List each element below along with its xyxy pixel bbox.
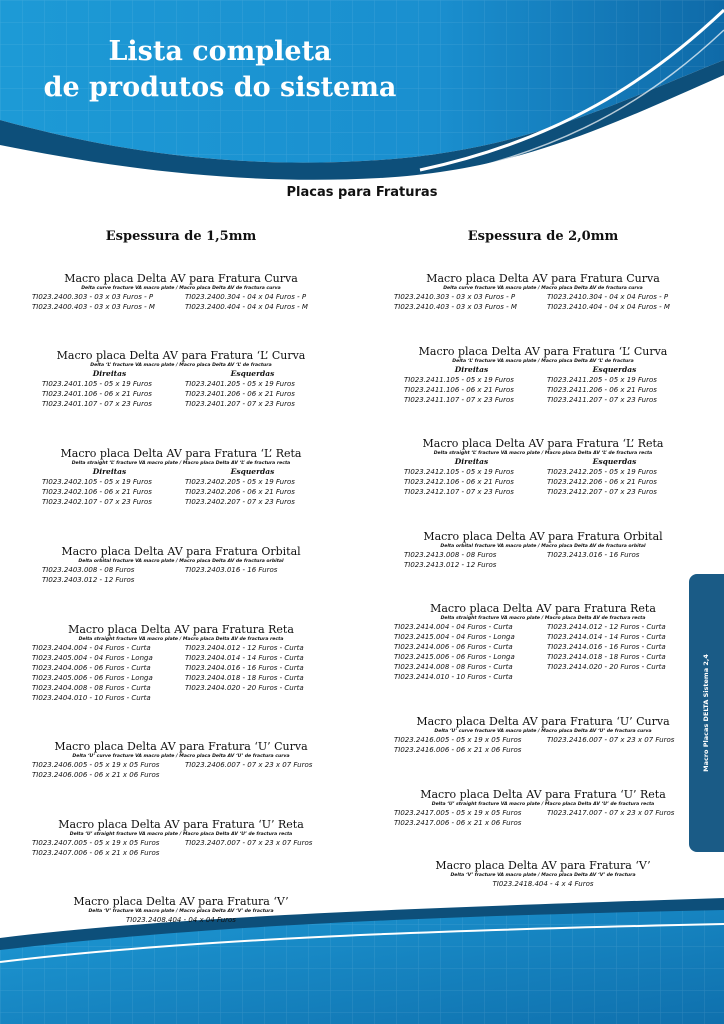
product-code: TI023.2411.206 - 06 x 21 Furos bbox=[547, 386, 657, 394]
column-label-direitas: Direitas bbox=[92, 467, 127, 476]
left-product-block-v bbox=[0, 895, 362, 925]
product-title: Macro placa Delta AV para Fratura Reta bbox=[430, 602, 656, 615]
product-code: TI023.2412.207 - 07 x 23 Furos bbox=[547, 488, 657, 496]
product-code: TI023.2403.012 - 12 Furos bbox=[42, 576, 135, 584]
product-code: TI023.2412.206 - 06 x 21 Furos bbox=[547, 478, 657, 486]
product-code: TI023.2403.008 - 08 Furos bbox=[42, 566, 135, 574]
product-code: TI023.2401.105 - 05 x 19 Furos bbox=[42, 380, 152, 388]
page-title-line2: de produtos do sistema bbox=[43, 72, 397, 103]
right-product-block-reta bbox=[362, 602, 724, 682]
product-title: Macro placa Delta AV para Fratura ‘U’ Curva bbox=[54, 740, 308, 753]
product-code: TI023.2404.020 - 20 Furos - Curta bbox=[185, 684, 304, 692]
product-code: TI023.2400.403 - 03 x 03 Furos - M bbox=[32, 303, 155, 311]
product-code: TI023.2414.004 - 04 Furos - Curta bbox=[394, 623, 513, 631]
column-label-esquerdas: Esquerdas bbox=[592, 457, 637, 466]
column-label-esquerdas: Esquerdas bbox=[230, 369, 275, 378]
product-code: TI023.2414.020 - 20 Furos - Curta bbox=[547, 663, 666, 671]
side-section-tab-label: Macro Placas DELTA Sistema 2,4 bbox=[702, 654, 710, 772]
product-subtitle: Delta ‘V’ fracture VA macro plate / Macro placa Delta AV ‘V’ de fractura bbox=[450, 873, 636, 878]
product-code: TI023.2403.016 - 16 Furos bbox=[185, 566, 278, 574]
product-title: Macro placa Delta AV para Fratura ‘L’ Reta bbox=[60, 447, 302, 460]
product-code: TI023.2405.006 - 06 Furos - Longa bbox=[32, 674, 153, 682]
product-subtitle: Delta ‘L’ fracture VA macro plate / Macro placa Delta AV ‘L’ de fractura bbox=[90, 363, 272, 368]
product-code: TI023.2418.404 - 4 x 4 Furos bbox=[492, 880, 594, 888]
section-title: Placas para Fraturas bbox=[286, 185, 438, 200]
product-code: TI023.2404.018 - 18 Furos - Curta bbox=[185, 674, 304, 682]
product-code: TI023.2406.007 - 07 x 23 x 07 Furos bbox=[185, 761, 313, 769]
left-product-block-u-curva bbox=[0, 740, 362, 780]
product-title: Macro placa Delta AV para Fratura Orbital bbox=[423, 530, 663, 543]
left-product-block-l-reta bbox=[0, 447, 362, 507]
product-subtitle: Delta orbital fracture VA macro plate / Macro placa Delta AV de fractura orbital bbox=[78, 559, 284, 564]
product-subtitle: Delta curve fracture VA macro plate / Macro placa Delta AV de fractura curva bbox=[81, 286, 281, 291]
product-code: TI023.2402.207 - 07 x 23 Furos bbox=[185, 498, 295, 506]
left-product-block-l-curva bbox=[0, 349, 362, 409]
product-code: TI023.2414.008 - 08 Furos - Curta bbox=[394, 663, 513, 671]
product-subtitle: Delta curve fracture VA macro plate / Macro placa Delta AV de fractura curva bbox=[443, 286, 643, 291]
product-code: TI023.2415.006 - 06 Furos - Longa bbox=[394, 653, 515, 661]
product-code: TI023.2413.008 - 08 Furos bbox=[404, 551, 497, 559]
product-code: TI023.2412.106 - 06 x 21 Furos bbox=[404, 478, 514, 486]
product-code: TI023.2408.404 - 04 x 04 Furos bbox=[126, 916, 236, 924]
product-code: TI023.2411.205 - 05 x 19 Furos bbox=[547, 376, 657, 384]
left-product-block-reta bbox=[0, 623, 362, 703]
left-product-block-curva bbox=[0, 272, 362, 312]
product-code: TI023.2405.004 - 04 Furos - Longa bbox=[32, 654, 153, 662]
product-code: TI023.2411.105 - 05 x 19 Furos bbox=[404, 376, 514, 384]
column-label-direitas: Direitas bbox=[454, 457, 489, 466]
product-title: Macro placa Delta AV para Fratura ‘U’ Reta bbox=[58, 818, 304, 831]
product-code: TI023.2416.006 - 06 x 21 x 06 Furos bbox=[394, 746, 522, 754]
product-code: TI023.2415.004 - 04 Furos - Longa bbox=[394, 633, 515, 641]
product-subtitle: Delta ‘V’ fracture VA macro plate / Macro placa Delta AV ‘V’ de fractura bbox=[88, 909, 274, 914]
product-code: TI023.2411.107 - 07 x 23 Furos bbox=[404, 396, 514, 404]
product-code: TI023.2411.106 - 06 x 21 Furos bbox=[404, 386, 514, 394]
product-code: TI023.2401.205 - 05 x 19 Furos bbox=[185, 380, 295, 388]
product-code: TI023.2414.006 - 06 Furos - Curta bbox=[394, 643, 513, 651]
product-code: TI023.2417.005 - 05 x 19 x 05 Furos bbox=[394, 809, 522, 817]
product-code: TI023.2402.107 - 07 x 23 Furos bbox=[42, 498, 152, 506]
product-code: TI023.2410.404 - 04 x 04 Furos - M bbox=[547, 303, 670, 311]
product-code: TI023.2402.106 - 06 x 21 Furos bbox=[42, 488, 152, 496]
product-code: TI023.2404.010 - 10 Furos - Curta bbox=[32, 694, 151, 702]
column-label-direitas: Direitas bbox=[92, 369, 127, 378]
product-subtitle: Delta ‘U’ straight fracture VA macro plate / Macro placa Delta AV ‘U’ de fractura recta bbox=[431, 802, 655, 807]
column-label-esquerdas: Esquerdas bbox=[592, 365, 637, 374]
product-code: TI023.2414.010 - 10 Furos - Curta bbox=[394, 673, 513, 681]
product-code: TI023.2402.206 - 06 x 21 Furos bbox=[185, 488, 295, 496]
product-title: Macro placa Delta AV para Fratura Curva bbox=[64, 272, 298, 285]
product-code: TI023.2406.006 - 06 x 21 x 06 Furos bbox=[32, 771, 160, 779]
product-code: TI023.2413.016 - 16 Furos bbox=[547, 551, 640, 559]
right-product-block-l-reta bbox=[362, 437, 724, 497]
product-code: TI023.2417.007 - 07 x 23 x 07 Furos bbox=[547, 809, 675, 817]
product-title: Macro placa Delta AV para Fratura ‘U’ Reta bbox=[420, 788, 666, 801]
right-product-block-l-curva bbox=[362, 345, 724, 405]
product-code: TI023.2410.304 - 04 x 04 Furos - P bbox=[547, 293, 669, 301]
product-code: TI023.2404.016 - 16 Furos - Curta bbox=[185, 664, 304, 672]
product-code: TI023.2401.206 - 06 x 21 Furos bbox=[185, 390, 295, 398]
right-product-block-v bbox=[362, 859, 724, 889]
left-product-block-orbital bbox=[0, 545, 362, 585]
product-subtitle: Delta straight fracture VA macro plate / Macro placa Delta AV de fractura recta bbox=[440, 616, 646, 621]
product-code: TI023.2416.007 - 07 x 23 x 07 Furos bbox=[547, 736, 675, 744]
product-code: TI023.2400.303 - 03 x 03 Furos - P bbox=[32, 293, 154, 301]
product-code: TI023.2402.205 - 05 x 19 Furos bbox=[185, 478, 295, 486]
product-title: Macro placa Delta AV para Fratura Reta bbox=[68, 623, 294, 636]
product-code: TI023.2414.018 - 18 Furos - Curta bbox=[547, 653, 666, 661]
product-subtitle: Delta straight fracture VA macro plate / Macro placa Delta AV de fractura recta bbox=[78, 637, 284, 642]
product-code: TI023.2400.304 - 04 x 04 Furos - P bbox=[185, 293, 307, 301]
column-label-direitas: Direitas bbox=[454, 365, 489, 374]
product-code: TI023.2404.004 - 04 Furos - Curta bbox=[32, 644, 151, 652]
product-code: TI023.2410.303 - 03 x 03 Furos - P bbox=[394, 293, 516, 301]
product-code: TI023.2404.006 - 06 Furos - Curta bbox=[32, 664, 151, 672]
page-title-line1: Lista completa bbox=[108, 36, 332, 67]
product-code: TI023.2401.107 - 07 x 23 Furos bbox=[42, 400, 152, 408]
product-code: TI023.2402.105 - 05 x 19 Furos bbox=[42, 478, 152, 486]
product-code: TI023.2414.014 - 14 Furos - Curta bbox=[547, 633, 666, 641]
product-code: TI023.2412.205 - 05 x 19 Furos bbox=[547, 468, 657, 476]
product-title: Macro placa Delta AV para Fratura ‘V’ bbox=[435, 859, 651, 872]
product-subtitle: Delta ‘U’ curve fracture VA macro plate / Macro placa Delta AV ‘U’ de fractura curva bbox=[434, 729, 652, 734]
product-code: TI023.2414.012 - 12 Furos - Curta bbox=[547, 623, 666, 631]
product-subtitle: Delta orbital fracture VA macro plate / Macro placa Delta AV de fractura orbital bbox=[440, 544, 646, 549]
product-code: TI023.2410.403 - 03 x 03 Furos - M bbox=[394, 303, 517, 311]
product-subtitle: Delta straight ‘L’ fracture VA macro plate / Macro placa Delta AV ‘L’ de fractura recta bbox=[433, 451, 653, 456]
left-column-heading: Espessura de 1,5mm bbox=[105, 229, 257, 244]
right-product-block-curva bbox=[362, 272, 724, 312]
product-code: TI023.2401.207 - 07 x 23 Furos bbox=[185, 400, 295, 408]
product-subtitle: Delta ‘U’ curve fracture VA macro plate / Macro placa Delta AV ‘U’ de fractura curva bbox=[72, 754, 290, 759]
product-code: TI023.2404.008 - 08 Furos - Curta bbox=[32, 684, 151, 692]
product-title: Macro placa Delta AV para Fratura ‘V’ bbox=[73, 895, 289, 908]
product-code: TI023.2413.012 - 12 Furos bbox=[404, 561, 497, 569]
product-title: Macro placa Delta AV para Fratura ‘L’ Reta bbox=[422, 437, 664, 450]
product-code: TI023.2407.006 - 06 x 21 x 06 Furos bbox=[32, 849, 160, 857]
product-subtitle: Delta ‘U’ straight fracture VA macro plate / Macro placa Delta AV ‘U’ de fractura recta bbox=[69, 832, 293, 837]
product-code: TI023.2412.105 - 05 x 19 Furos bbox=[404, 468, 514, 476]
left-product-block-u-reta bbox=[0, 818, 362, 858]
product-subtitle: Delta straight ‘L’ fracture VA macro plate / Macro placa Delta AV ‘L’ de fractura recta bbox=[71, 461, 291, 466]
side-section-tab bbox=[689, 574, 724, 852]
product-code: TI023.2404.012 - 12 Furos - Curta bbox=[185, 644, 304, 652]
product-title: Macro placa Delta AV para Fratura ‘L’ Curva bbox=[418, 345, 668, 358]
product-code: TI023.2401.106 - 06 x 21 Furos bbox=[42, 390, 152, 398]
product-title: Macro placa Delta AV para Fratura ‘U’ Curva bbox=[416, 715, 670, 728]
product-code: TI023.2411.207 - 07 x 23 Furos bbox=[547, 396, 657, 404]
product-code: TI023.2412.107 - 07 x 23 Furos bbox=[404, 488, 514, 496]
right-column-heading: Espessura de 2,0mm bbox=[467, 229, 619, 244]
product-title: Macro placa Delta AV para Fratura Orbital bbox=[61, 545, 301, 558]
product-title: Macro placa Delta AV para Fratura ‘L’ Curva bbox=[56, 349, 306, 362]
right-product-block-u-curva bbox=[362, 715, 724, 755]
right-product-block-orbital bbox=[362, 530, 724, 570]
product-code: TI023.2400.404 - 04 x 04 Furos - M bbox=[185, 303, 308, 311]
product-code: TI023.2414.016 - 16 Furos - Curta bbox=[547, 643, 666, 651]
product-code: TI023.2406.005 - 05 x 19 x 05 Furos bbox=[32, 761, 160, 769]
product-subtitle: Delta ‘L’ fracture VA macro plate / Macro placa Delta AV ‘L’ de fractura bbox=[452, 359, 634, 364]
product-code: TI023.2416.005 - 05 x 19 x 05 Furos bbox=[394, 736, 522, 744]
product-code: TI023.2407.007 - 07 x 23 x 07 Furos bbox=[185, 839, 313, 847]
product-title: Macro placa Delta AV para Fratura Curva bbox=[426, 272, 660, 285]
product-code: TI023.2417.006 - 06 x 21 x 06 Furos bbox=[394, 819, 522, 827]
product-code: TI023.2404.014 - 14 Furos - Curta bbox=[185, 654, 304, 662]
right-product-block-u-reta bbox=[362, 788, 724, 828]
product-code: TI023.2407.005 - 05 x 19 x 05 Furos bbox=[32, 839, 160, 847]
column-label-esquerdas: Esquerdas bbox=[230, 467, 275, 476]
